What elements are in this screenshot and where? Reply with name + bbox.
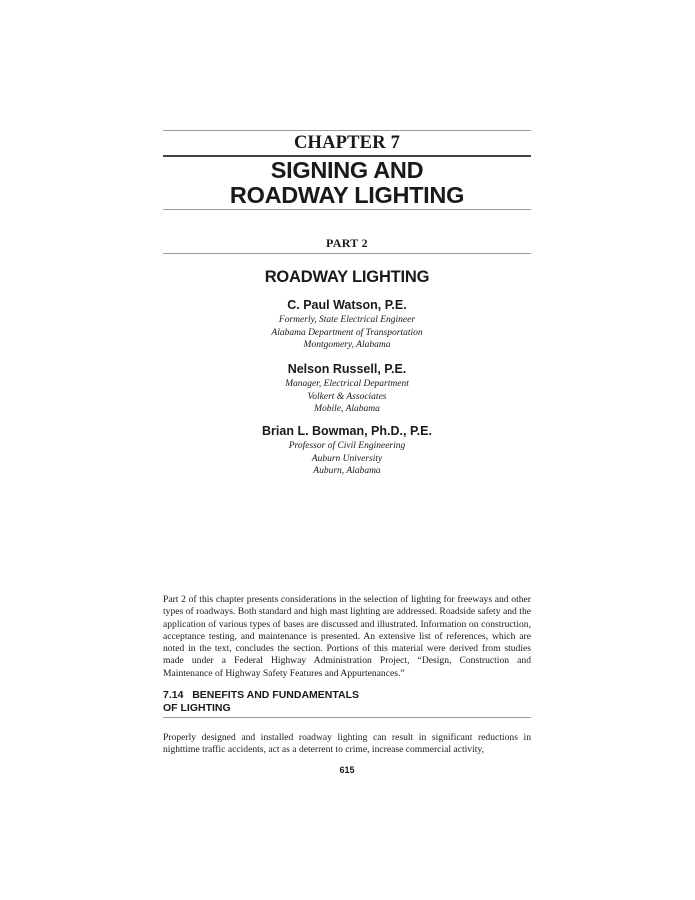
author-affiliation-line: Auburn, Alabama	[313, 466, 381, 476]
chapter-title-line-2: ROADWAY LIGHTING	[229, 182, 465, 208]
chapter-title-line-1: SIGNING AND	[270, 157, 424, 183]
section-rule	[163, 717, 531, 718]
author-affiliation-line: Mobile, Alabama	[314, 404, 380, 414]
author-block-1	[163, 298, 531, 352]
author-affiliation-line: Manager, Electrical Department	[285, 379, 409, 389]
page-number: 615	[339, 765, 355, 775]
top-rule	[163, 130, 531, 131]
section-heading-line-2: OF LIGHTING	[163, 702, 231, 714]
chapter-title	[163, 158, 531, 208]
author-affiliation-line: Auburn University	[311, 453, 383, 464]
author-block-2	[163, 362, 531, 416]
part-label: PART 2	[326, 236, 368, 250]
title-rule	[163, 209, 531, 210]
author-affiliation-line: Formerly, State Electrical Engineer	[278, 315, 416, 325]
author-affiliation-line: Montgomery, Alabama	[303, 340, 391, 350]
intro-paragraph: Part 2 of this chapter presents considerations in the selection of lighting for freeways and other types of roadways. Both standard and high mast lighting are addressed. Roadside safety and the application of various types of bases are discussed and illustrated. Information on construction, acceptance testing, and maintenance is presented. An extensive list of references, which are noted in the text, concludes the section. Portions of this material were derived from studies made under a Federal Highway Administration Project, “Design, Construction and Maintenance of Highway Safety Features and Appurtenances.”	[163, 594, 531, 679]
section-heading-line-1: 7.14 BENEFITS AND FUNDAMENTALS	[163, 689, 360, 701]
author-name: Nelson Russell, P.E.	[287, 362, 407, 376]
author-affiliation-line: Professor of Civil Engineering	[288, 441, 406, 451]
section-heading	[163, 689, 531, 715]
part-rule	[163, 253, 531, 254]
author-name: C. Paul Watson, P.E.	[287, 298, 407, 312]
part-title: ROADWAY LIGHTING	[264, 268, 430, 286]
author-block-3	[163, 424, 531, 478]
author-affiliation-line: Volkert & Associates	[307, 391, 387, 402]
section-paragraph: Properly designed and installed roadway lighting can result in significant reductions in nighttime traffic accidents, act as a deterrent to crime, increase commercial activity,	[163, 732, 531, 756]
author-affiliation-line: Alabama Department of Transportation	[271, 327, 423, 338]
author-name: Brian L. Bowman, Ph.D., P.E.	[262, 424, 432, 438]
chapter-label: CHAPTER 7	[293, 133, 401, 153]
